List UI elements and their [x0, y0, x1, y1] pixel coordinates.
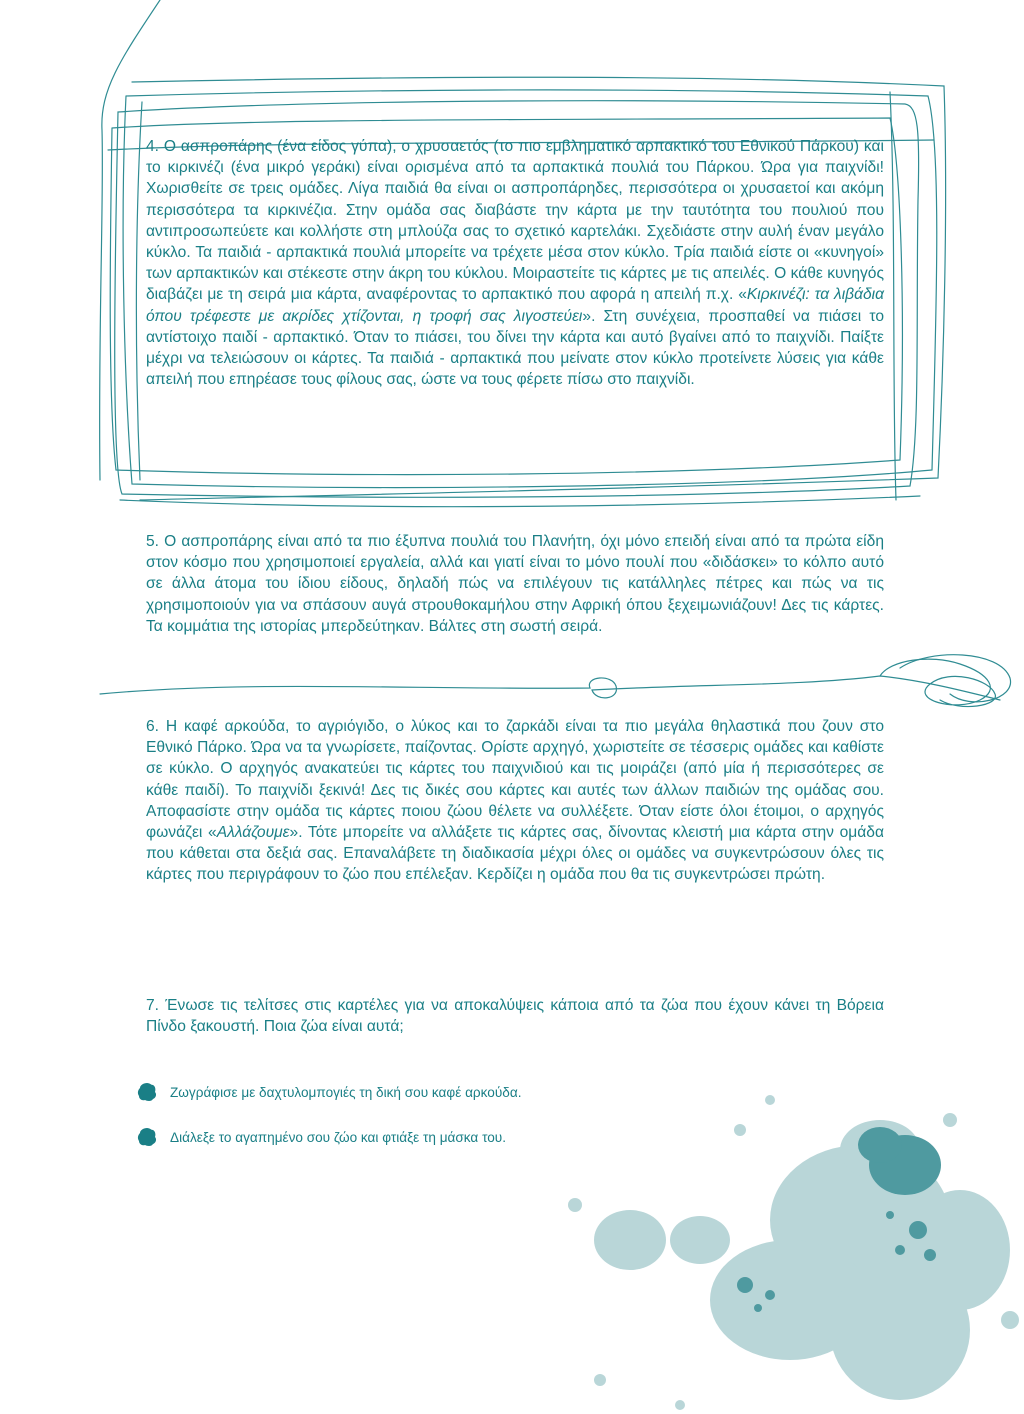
ink-blot-icon	[136, 1081, 158, 1103]
splash-light-6	[670, 1216, 730, 1264]
task-1-label: Ζωγράφισε με δαχτυλομπογιές τη δική σου καφέ αρκούδα.	[170, 1084, 522, 1100]
task-item-2	[136, 1126, 506, 1148]
activity-6-text: 6. Η καφέ αρκούδα, το αγριόγιδο, ο λύκος και το ζαρκάδι είναι τα πιο μεγάλα θηλαστικά που ζουν στο Εθνικό Πάρκο. Ώρα να τα γνωρίσετε, παίζοντας. Ορίστε αρχηγό, χωριστείτε σε τέσσερις ομάδες και καθίστε σε κύκλο. Ο αρχηγός ανακατεύει τις κάρτες του παιχνιδιού και τις μοιράζει (από μία ή περισσότερες σε κάθε παιδί). Το παιχνίδι ξεκινά! Δες τις δικές σου κάρτες και αυτές των άλλων παιδιών της ομάδας σου. Αποφασίστε στην ομάδα τις κάρτες ποιου ζώου θέλετε να συλλέξετε. Όταν είστε όλοι έτοιμοι, ο αρχηγός φωνάζει «Αλλάζουμε». Τότε μπορείτε να αλλάξετε τις κάρτες σας, δίνοντας κλειστή μια κάρτα στην ομάδα που κάθεται στα δεξιά σας. Επαναλάβετε τη διαδικασία μέχρι όλες οι ομάδες να συγκεντρώσουν όλες τις κάρτες που περιγράφουν το ζώο που επέλεξαν. Κερδίζει η ομάδα που θα τις συγκεντρώσει πρώτη.	[146, 718, 884, 884]
task-2-label: Διάλεξε το αγαπημένο σου ζώο και φτιάξε τη μάσκα του.	[170, 1129, 507, 1145]
divider-stroke	[100, 659, 1000, 706]
activity-7-text: 7. Ένωσε τις τελίτσες στις καρτέλες για να αποκαλύψεις κάποια από τα ζώα που έχουν κάνει τη Βόρεια Πίνδο ξακουστή. Ποια ζώα είναι αυτά;	[146, 997, 884, 1036]
splash-light-4	[910, 1190, 1010, 1310]
task-item-1	[136, 1081, 522, 1103]
splash-dark-2	[858, 1127, 902, 1163]
splash-light-5	[594, 1210, 666, 1270]
ink-splashes	[568, 1095, 1019, 1410]
divider-loop	[900, 655, 1011, 702]
ink-blot-icon	[136, 1126, 158, 1148]
activity-5-text: 5. Ο ασπροπάρης είναι από τα πιο έξυπνα πουλιά του Πλανήτη, όχι μόνο επειδή είναι από τα πρώτα είδη στον κόσμο που χρησιμοποιεί εργαλεία, αλλά και γιατί είναι το μόνο πουλί που «διδάσκει» το κόλπο αυτό σε άλλα άτομα του ίδιου είδους, δηλαδή πώς να επιλέγουν τις κατάλληλες πέτρες και πώς να τις χρησιμοποιούν για να σπάσουν αυγά στρουθοκαμήλου στην Αφρική όπου ξεχειμωνιάζουν! Δες τις κάρτες. Τα κομμάτια της ιστορίας μπερδεύτηκαν. Βάλτες στη σωστή σειρά.	[146, 533, 884, 635]
activity-6-quote: Αλλάζουμε	[216, 824, 290, 842]
activity-4-quote: Κιρκινέζι: τα λιβάδια όπου τρέφεστε με ακρίδες χτίζονται, η τροφή σας λιγοστεύει	[146, 286, 884, 325]
activity-4-text: 4. Ο ασπροπάρης (ένα είδος γύπα), ο χρυσαετός (το πιο εμβληματικό αρπακτικό του Εθνικού Πάρκου) και το κιρκινέζι (ένα μικρό γεράκι) είναι ορισμένα από τα αρπακτικά πουλιά του Πάρκου. Ώρα για παιχνίδι! Χωρισθείτε σε τρεις ομάδες. Λίγα παιδιά θα είναι οι ασπροπάρηδες, περισσότερα οι χρυσαετοί και ακόμη περισσότερα τα κιρκινέζια. Στην ομάδα σας διαβάστε την κάρτα με την ταυτότητα του πουλιού που αντιπροσωπεύετε και κολλήστε στη μπλούζα σας το σχετικό καρτελάκι. Σχεδιάστε στην αυλή έναν μεγάλο κύκλο. Τα παιδιά - αρπακτικά πουλιά μπορείτε να τρέχετε μέσα στον κύκλο. Τρία παιδιά είστε οι «κυνηγοί» των αρπακτικών και στέκεστε στην άκρη του κύκλου. Μοιραστείτε τις κάρτες με τις απειλές. Ο κάθε κυνηγός διαβάζει με τη σειρά μια κάρτα, αναφέροντας το αρπακτικό που αφορά η απειλή π.χ. «Κιρκινέζι: τα λιβάδια όπου τρέφεστε με ακρίδες χτίζονται, η τροφή σας λιγοστεύει». Στη συνέχεια, προσπαθεί να πιάσει το αντίστοιχο παιδί - αρπακτικό. Όταν το πιάσει, του δίνει την κάρτα και αυτό βγαίνει από το παιχνίδι. Παίξτε μέχρι να τελειώσουν οι κάρτες. Τα παιδιά - αρπακτικά που μείνατε στον κύκλο προτείνετε λύσεις για κάθε απειλή που επηρέασε τους φίλους σας, ώστε να τους φέρετε πίσω στο παιχνίδι.	[146, 138, 884, 389]
